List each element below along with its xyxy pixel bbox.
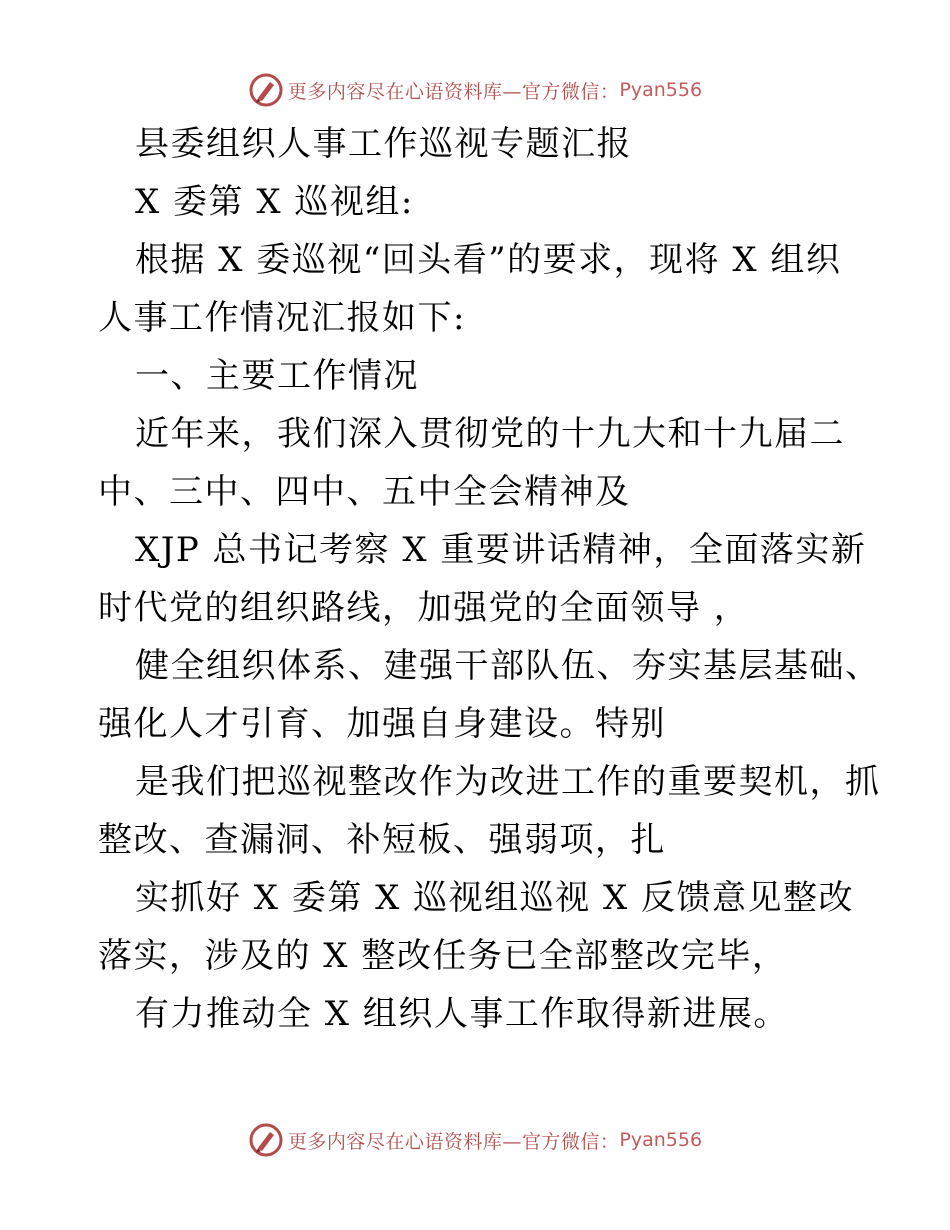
document-body — [98, 115, 881, 1043]
watermark-text: 更多内容尽在心语资料库—官方微信： — [287, 80, 620, 103]
paragraph-line: 是我们把巡视整改作为改进工作的重要契机，抓 — [135, 762, 881, 802]
paragraph-line: 中、三中、四中、五中全会精神及 — [98, 472, 631, 512]
paragraph-line: 有力推动全 X 组织人事工作取得新进展。 — [135, 994, 789, 1034]
paragraph-line: 人事工作情况汇报如下: — [98, 298, 466, 338]
pen-logo-icon — [248, 1122, 284, 1158]
section-heading: 一、主要工作情况 — [135, 356, 419, 396]
document-title: 县委组织人事工作巡视专题汇报 — [135, 124, 632, 164]
salutation: X 委第 X 巡视组: — [135, 182, 414, 222]
footer-watermark — [0, 1120, 950, 1160]
paragraph-line: 时代党的组织路线，加强党的全面领导 ， — [98, 588, 750, 628]
paragraph-line: 强化人才引育、加强自身建设。特别 — [98, 704, 666, 744]
header-watermark — [0, 70, 950, 110]
paragraph-line: 实抓好 X 委第 X 巡视组巡视 X 反馈意见整改 — [135, 878, 854, 918]
watermark-text: 更多内容尽在心语资料库—官方微信： — [287, 1130, 620, 1153]
paragraph-line: 落实，涉及的 X 整改任务已全部整改完毕， — [98, 936, 788, 976]
paragraph-line: 健全组织体系、建强干部队伍、夯实基层基础、 — [135, 646, 881, 686]
watermark-wechat-id: Pyan556 — [619, 1129, 703, 1151]
paragraph-line: 近年来，我们深入贯彻党的十九大和十九届二 — [135, 414, 845, 454]
watermark-wechat-id: Pyan556 — [619, 79, 703, 101]
pen-logo-icon — [248, 72, 284, 108]
paragraph-line: 整改、查漏洞、补短板、强弱项，扎 — [98, 820, 666, 860]
paragraph-line: XJP 总书记考察 X 重要讲话精神，全面落实新 — [135, 530, 867, 570]
paragraph-line: 根据 X 委巡视“回头看”的要求，现将 X 组织 — [135, 240, 842, 280]
